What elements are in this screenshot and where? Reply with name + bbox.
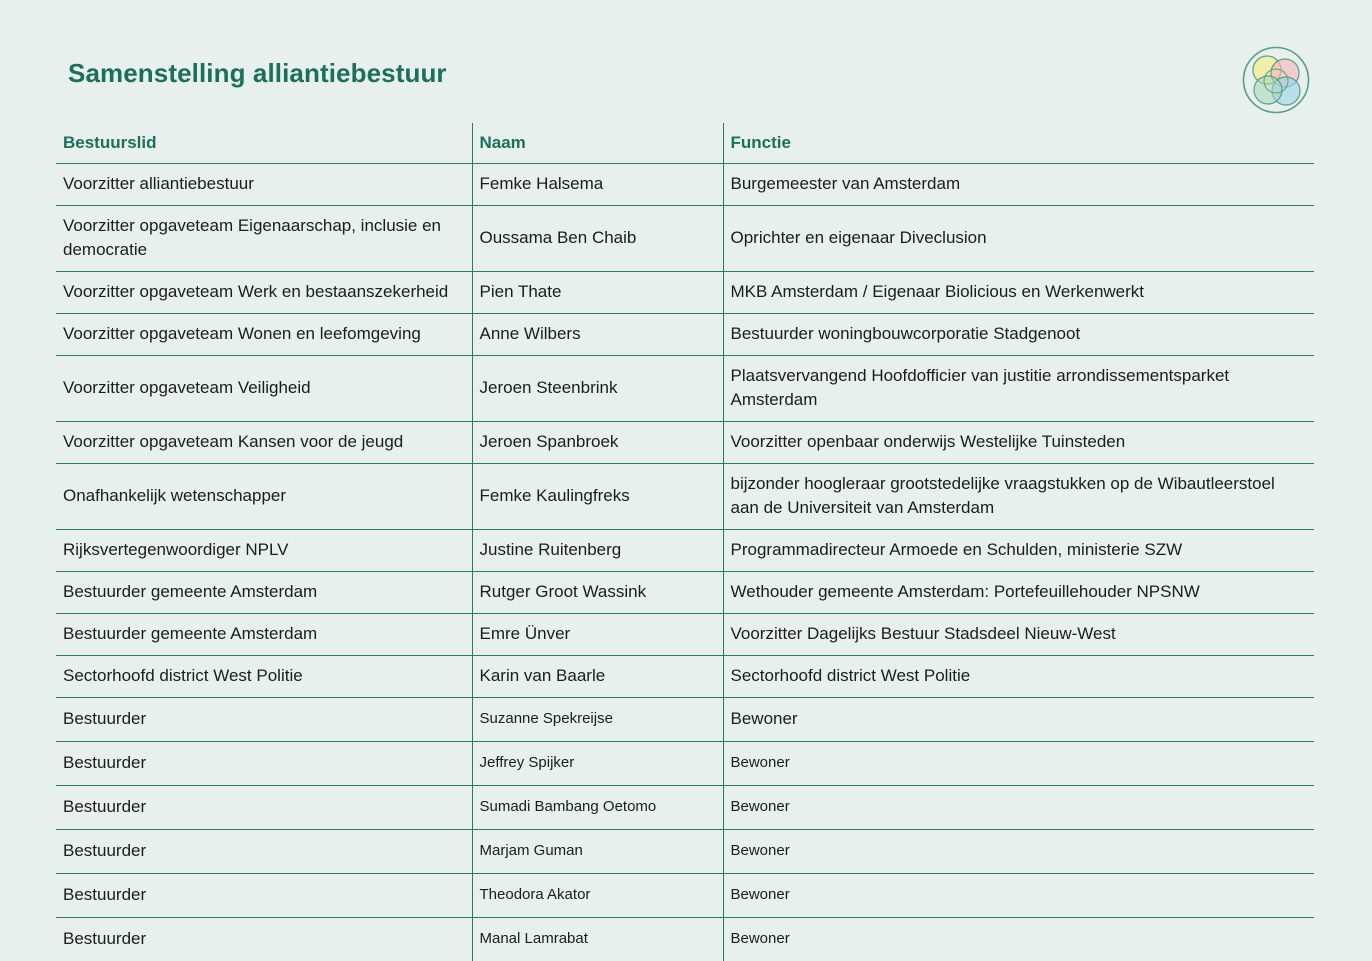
member-cell: Voorzitter opgaveteam Eigenaarschap, inclusie en democratie <box>56 206 472 272</box>
name-cell: Justine Ruitenberg <box>472 530 723 572</box>
member-cell: Bestuurder gemeente Amsterdam <box>56 572 472 614</box>
function-cell: Sectorhoofd district West Politie <box>723 656 1314 698</box>
name-cell: Sumadi Bambang Oetomo <box>472 786 723 830</box>
member-cell: Voorzitter opgaveteam Wonen en leefomgeving <box>56 314 472 356</box>
name-cell: Anne Wilbers <box>472 314 723 356</box>
name-cell: Karin van Baarle <box>472 656 723 698</box>
header-functie: Functie <box>723 123 1314 164</box>
member-cell: Bestuurder <box>56 786 472 830</box>
name-cell: Marjam Guman <box>472 830 723 874</box>
member-cell: Bestuurder <box>56 874 472 918</box>
member-cell: Sectorhoofd district West Politie <box>56 656 472 698</box>
table-row <box>56 422 1314 464</box>
table-row <box>56 874 1314 918</box>
table-row <box>56 830 1314 874</box>
page-title: Samenstelling alliantiebestuur <box>68 58 447 89</box>
name-cell: Rutger Groot Wassink <box>472 572 723 614</box>
member-cell: Voorzitter opgaveteam Veiligheid <box>56 356 472 422</box>
function-cell: Wethouder gemeente Amsterdam: Portefeuillehouder NPSNW <box>723 572 1314 614</box>
member-cell: Bestuurder gemeente Amsterdam <box>56 614 472 656</box>
table-row <box>56 572 1314 614</box>
member-cell: Rijksvertegenwoordiger NPLV <box>56 530 472 572</box>
function-cell: bijzonder hoogleraar grootstedelijke vraagstukken op de Wibautleerstoel aan de Universiteit van Amsterdam <box>723 464 1314 530</box>
table-row <box>56 656 1314 698</box>
table-row <box>56 164 1314 206</box>
table-row <box>56 614 1314 656</box>
name-cell: Femke Kaulingfreks <box>472 464 723 530</box>
table-row <box>56 530 1314 572</box>
board-composition-table <box>56 123 1314 961</box>
name-cell: Manal Lamrabat <box>472 918 723 961</box>
name-cell: Pien Thate <box>472 272 723 314</box>
name-cell: Emre Ünver <box>472 614 723 656</box>
member-cell: Bestuurder <box>56 830 472 874</box>
name-cell: Jeroen Spanbroek <box>472 422 723 464</box>
table-row <box>56 314 1314 356</box>
member-cell: Onafhankelijk wetenschapper <box>56 464 472 530</box>
name-cell: Jeroen Steenbrink <box>472 356 723 422</box>
function-cell: Voorzitter openbaar onderwijs Westelijke Tuinsteden <box>723 422 1314 464</box>
function-cell: MKB Amsterdam / Eigenaar Biolicious en Werkenwerkt <box>723 272 1314 314</box>
function-cell: Bestuurder woningbouwcorporatie Stadgenoot <box>723 314 1314 356</box>
member-cell: Voorzitter alliantiebestuur <box>56 164 472 206</box>
name-cell: Theodora Akator <box>472 874 723 918</box>
name-cell: Jeffrey Spijker <box>472 742 723 786</box>
name-cell: Oussama Ben Chaib <box>472 206 723 272</box>
table-row <box>56 698 1314 742</box>
member-cell: Voorzitter opgaveteam Kansen voor de jeugd <box>56 422 472 464</box>
function-cell: Burgemeester van Amsterdam <box>723 164 1314 206</box>
function-cell: Programmadirecteur Armoede en Schulden, ministerie SZW <box>723 530 1314 572</box>
function-cell: Bewoner <box>723 918 1314 961</box>
header-naam: Naam <box>472 123 723 164</box>
name-cell: Femke Halsema <box>472 164 723 206</box>
table-row <box>56 464 1314 530</box>
header-bestuurslid: Bestuurslid <box>56 123 472 164</box>
overlapping-circles-logo-icon <box>1241 45 1311 115</box>
table-row <box>56 206 1314 272</box>
table-row <box>56 272 1314 314</box>
function-cell: Voorzitter Dagelijks Bestuur Stadsdeel Nieuw-West <box>723 614 1314 656</box>
function-cell: Plaatsvervangend Hoofdofficier van justitie arrondissementsparket Amsterdam <box>723 356 1314 422</box>
function-cell: Oprichter en eigenaar Diveclusion <box>723 206 1314 272</box>
table-row <box>56 742 1314 786</box>
name-cell: Suzanne Spekreijse <box>472 698 723 742</box>
table-row <box>56 786 1314 830</box>
function-cell: Bewoner <box>723 698 1314 742</box>
member-cell: Voorzitter opgaveteam Werk en bestaanszekerheid <box>56 272 472 314</box>
table-header-row <box>56 123 1314 164</box>
member-cell: Bestuurder <box>56 742 472 786</box>
member-cell: Bestuurder <box>56 698 472 742</box>
function-cell: Bewoner <box>723 874 1314 918</box>
table-row <box>56 356 1314 422</box>
function-cell: Bewoner <box>723 786 1314 830</box>
table-row <box>56 918 1314 961</box>
function-cell: Bewoner <box>723 830 1314 874</box>
function-cell: Bewoner <box>723 742 1314 786</box>
member-cell: Bestuurder <box>56 918 472 961</box>
